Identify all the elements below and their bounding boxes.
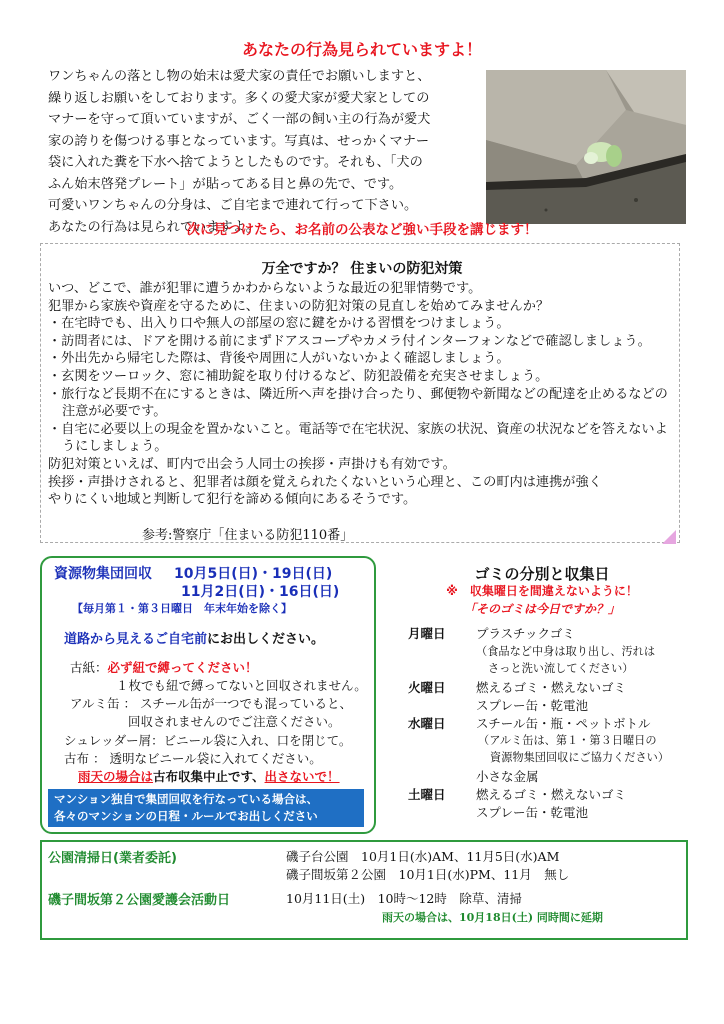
mansion-line: 各々のマンションの日程・ルールでお出しください (54, 809, 318, 823)
cloth-rule: 古布 ： 透明なビニール袋に入れてください。 (64, 751, 322, 766)
outro-line: やりにくい地域と判断して犯行を諦める傾向にあるそうです。 (48, 492, 417, 508)
crime-section-title: 万全ですか？ 住まいの防犯対策 (261, 261, 463, 277)
mansion-line: マンション独自で集団回収を行なっている場合は、 (54, 792, 318, 806)
saturday-item: スプレー缶・乾電池 (476, 805, 589, 820)
bullet-item: ・訪問者には、ドアを開ける前にまずドアスコープやカメラ付インターフォンなどで確認しましょう。 (48, 333, 651, 349)
garbage-question: 「そのゴミは今日ですか？」 (463, 602, 620, 616)
garbage-warning: ※ 収集曜日を間違えないように！ (446, 584, 638, 598)
aluminum-can-detail: 回収されませんのでご注意ください。 (128, 714, 341, 729)
paragraph-line: ワンちゃんの落とし物の始末は愛犬家の責任でお願いしますと、 (48, 69, 431, 84)
day-tuesday: 火曜日 (408, 680, 446, 695)
bullet-item: ・自宅に必要以上の現金を置かないこと。電話等で在宅状況、家族の状況、資産の状況などを答えないようにしましょう。 (48, 421, 668, 455)
paragraph-line: あなたの行為は見られていますよ。 (48, 219, 259, 235)
park-cleaning-line: 磯子台公園 10月1日(水)AM、11月5日(水)AM (286, 849, 560, 864)
bullet-item: ・外出先から帰宅した際は、背後や周囲に人がいないかよく確認しましょう。 (48, 351, 510, 367)
paper-label: 古紙： (70, 660, 108, 675)
bullet-item: ・旅行など長期不在にするときは、隣近所へ声を掛け合ったり、郵便物や新聞などの配達を止めるなどの注意が必要です。 (48, 386, 668, 420)
paragraph-line: 繰り返しお願いをしております。多くの愛犬家が愛犬家としての (48, 90, 430, 106)
park-rain-note: 雨天の場合は、10月18日(土) 同時間に延期 (382, 911, 603, 924)
monday-note: さっと洗い流してください） (488, 662, 634, 675)
dog-section-warning: 次に見つけたら、お名前の公表など強い手段を講じます！ (186, 222, 538, 238)
page-curl-icon (662, 530, 676, 544)
wednesday-note: （アルミ缶は、第１・第３日曜日の (478, 734, 657, 747)
outro-line: 挨拶・声掛けされると、犯罪者は顔を覚えられたくないという心理と、この町内は連携が強く (48, 474, 602, 490)
paragraph-line: 家の誇りを傷つける事となっています。写真は、せっかくマナー (48, 133, 430, 149)
crime-section-body (48, 280, 668, 509)
rain-notice (78, 767, 340, 785)
day-saturday: 土曜日 (408, 787, 446, 802)
wednesday-item: スチール缶・瓶・ペットボトル (476, 716, 651, 731)
paper-rule (70, 658, 258, 676)
paragraph-line: 袋に入れた糞を下水へ捨てようとしたものです。それも、「犬の (48, 155, 423, 170)
mansion-notice-banner (48, 789, 364, 827)
aluminum-can-rule: アルミ缶 ： スチール缶が一つでも混っていると、 (70, 696, 352, 711)
recycling-title: 資源物集団回収 (54, 566, 152, 582)
shredder-rule: シュレッダー屑：ビニール袋に入れ、口を閉じて。 (64, 733, 352, 748)
paper-warning: 必ず紐で縛ってください！ (107, 660, 258, 675)
placement-highlight: 道路から見えるご自宅前 (64, 632, 208, 647)
photo-illustration (486, 70, 686, 224)
intro-line: いつ、どこで、誰が犯罪に遭うかわからないような最近の犯罪情勢です。 (48, 281, 482, 296)
tuesday-item: スプレー缶・乾電池 (476, 698, 589, 713)
paragraph-line: マナーを守って頂いていますが、ごく一部の飼い主の行為が愛犬 (48, 112, 431, 127)
park-cleaning-label: 公園清掃日(業者委託) (48, 851, 177, 866)
crime-reference: 参考:警察庁「住まいる防犯110番」 (142, 528, 354, 543)
rain-emphasis: 出さないで！ (264, 769, 340, 784)
park-volunteer-line: 10月11日(土) 10時～12時 除草、清掃 (286, 891, 522, 906)
dog-section-paragraph (48, 66, 480, 238)
bullet-item: ・在宅時でも、出入り口や無人の部屋の窓に鍵をかける習慣をつけましょう。 (48, 316, 510, 332)
recycling-placement-instruction (64, 628, 324, 647)
recycling-dates-october: 10月5日(日)・19日(日) (174, 566, 333, 582)
rain-label: 雨天の場合は (78, 769, 154, 784)
recycling-schedule-note: 【毎月第１・第３日曜日 年末年始を除く】 (72, 602, 292, 615)
monday-note: （食品など中身は取り出し、汚れは (476, 645, 656, 658)
tuesday-item: 燃えるゴミ・燃えないゴミ (476, 680, 627, 695)
saturday-item: 燃えるゴミ・燃えないゴミ (476, 787, 627, 802)
paragraph-line: ふん始末啓発プレート」が貼ってある目と鼻の先で、です。 (48, 176, 403, 192)
outro-line: 防犯対策といえば、町内で出会う人同士の挨拶・声掛けも有効です。 (48, 456, 456, 472)
dog-waste-photo (486, 70, 686, 224)
bullet-item: ・玄関をツーロック、窓に補助錠を取り付けるなど、防犯設備を充実させましょう。 (48, 368, 549, 384)
park-volunteer-label: 磯子間坂第２公園愛護会活動日 (48, 893, 231, 908)
paragraph-line: 可愛いワンちゃんの分身は、ご自宅まで連れて行って下さい。 (48, 198, 418, 213)
recycling-dates-november: 11月2日(日)・16日(日) (181, 584, 340, 600)
paper-detail: １枚でも紐で縛ってないと回収されません。 (116, 678, 367, 693)
wednesday-item: 小さな金属 (476, 769, 539, 784)
dog-section-title: あなたの行為見られていますよ！ (241, 40, 482, 59)
monday-item: プラスチックゴミ (476, 626, 575, 641)
rain-middle: 古布収集中止です、 (153, 769, 265, 784)
day-wednesday: 水曜日 (408, 716, 446, 731)
park-cleaning-line: 磯子間坂第２公園 10月1日(水)PM、11月 無し (286, 867, 570, 882)
intro-line: 犯罪から家族や資産を守るために、住まいの防犯対策の見直しを始めてみませんか？ (48, 298, 550, 314)
wednesday-note: 資源物集団回収にご協力ください） (490, 751, 670, 764)
day-monday: 月曜日 (408, 626, 446, 641)
placement-rest: にお出しください。 (207, 632, 325, 647)
garbage-title: ゴミの分別と収集日 (474, 565, 610, 583)
